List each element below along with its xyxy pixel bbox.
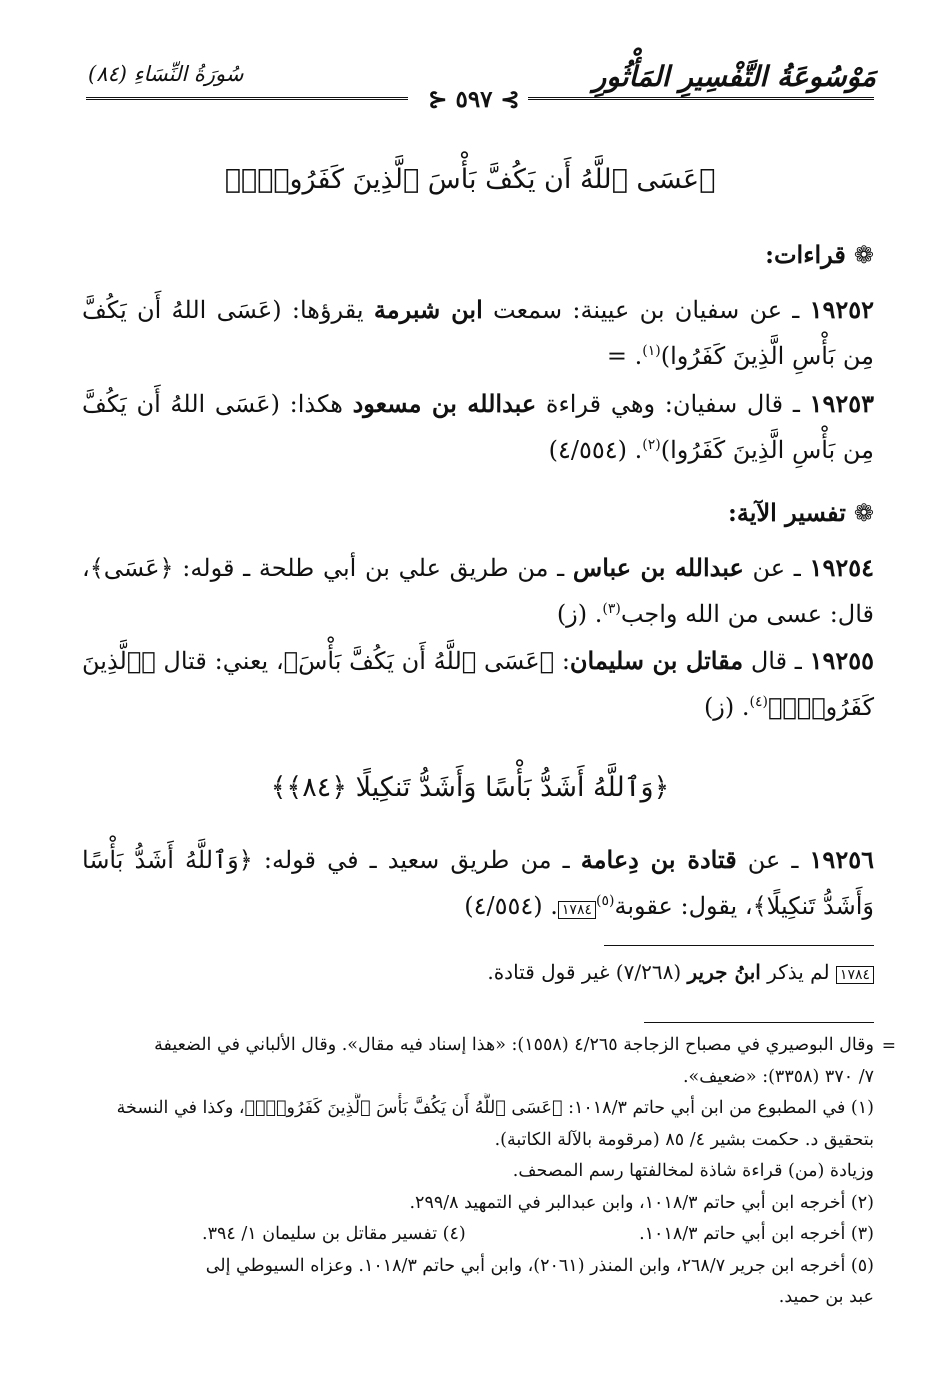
narration-text: ـ عن: [736, 846, 810, 874]
commentary-ref-box: ١٧٨٤: [558, 901, 596, 919]
page-ornament-left: ⊰: [428, 86, 448, 113]
section-title: تفسير الآية:: [728, 498, 846, 527]
footnote-ref: (٣): [602, 601, 621, 617]
narration-text: ـ من طريق سعيد ـ في قوله: ﴿وَٱللَّهُ أَشَدُّ بَأْسًا وَأَشَدُّ تَنكِيلًا﴾، يقول: عقوبة: [82, 846, 874, 920]
footnote-1: (١) في المطبوع من ابن أبي حاتم ١٠١٨/٣: ﴿عَسَى ٱللَّهُ أَن يَكُفَّ بَأْسَ ٱلَّذِينَ كَفَرُوا۟ۚ﴾، وكذا في النسخة: [116, 1098, 874, 1118]
quran-verse-heading: ﴿وَٱللَّهُ أَشَدُّ بَأْسًا وَأَشَدُّ تَنكِيلًا ﴿٨٤﴾﴾: [270, 772, 670, 803]
narration-number: ١٩٢٥٣: [809, 389, 874, 418]
flower-ornament-icon: ❁: [853, 241, 874, 269]
section-title: قراءات:: [765, 240, 846, 269]
footnote-3: (٣) أخرجه ابن أبي حاتم ١٠١٨/٣.: [639, 1224, 874, 1244]
narration-text: . =: [606, 342, 643, 370]
narration-text: هكذا: (عَسَى اللهُ أَن يَكُفَّ مِن بَأْسِ الَّذِينَ كَفَرُوا): [82, 390, 874, 464]
commentary-note: ١٧٨٤ لم يذكر ابنُ جرير (٧/٢٦٨) غير قول قتادة.: [487, 960, 874, 984]
footnote-separator: [644, 1022, 874, 1023]
narration-text: ـ عن سفيان بن عيينة: سمعت: [482, 296, 810, 324]
footnote-5-cont: عبد بن حميد.: [778, 1287, 874, 1307]
narrator-name: ابن شبرمة: [373, 295, 483, 324]
narrator-name: مقاتل بن سليمان: [569, 646, 744, 675]
header-rule-right: [528, 97, 874, 100]
narration-19256: [82, 837, 874, 929]
footnote-4: (٤) تفسير مقاتل بن سليمان ١/ ٣٩٤.: [202, 1224, 466, 1244]
footnote-1-cont: بتحقيق د. حكمت بشير ٤/ ٨٥ (مرقومة بالآلة الكاتبة).: [494, 1129, 874, 1150]
narration-19253: [82, 381, 874, 473]
narration-number: ١٩٢٥٢: [809, 295, 875, 324]
continuation-marker: =: [881, 1036, 896, 1056]
footnote-2: (٢) أخرجه ابن أبي حاتم ١٠١٨/٣، وابن عبدالبر في التمهيد ٢٩٩/٨.: [409, 1192, 874, 1213]
quran-verse-heading: ﴿عَسَى ٱللَّهُ أَن يَكُفَّ بَأْسَ ٱلَّذِينَ كَفَرُوا۟ۚ﴾: [224, 164, 716, 195]
commentary-separator: [604, 945, 874, 946]
footnote-row: [82, 1219, 874, 1251]
scholar-name: ابنُ جرير: [687, 960, 761, 984]
narration-text: يقرؤها: (عَسَى اللهُ أَن يَكُفَّ مِن بَأْسِ الَّذِينَ كَفَرُوا): [82, 296, 874, 370]
narration-19252: [82, 287, 874, 379]
section-heading-readings: [765, 240, 874, 269]
narrator-name: عبدالله بن عباس: [572, 553, 744, 582]
flower-ornament-icon: ❁: [853, 499, 874, 527]
narration-text: ـ من طريق علي بن أبي طلحة ـ قوله: ﴿عَسَى﴾، قال: عسى من الله واجب: [82, 554, 874, 628]
commentary-number-box: ١٧٨٤: [836, 966, 874, 984]
narration-number: ١٩٢٥٥: [809, 646, 875, 675]
footnote-ref: (٤): [749, 694, 768, 710]
narration-text: ـ قال: [743, 647, 810, 675]
footnote-ref: (٥): [595, 893, 615, 909]
narration-text: . (٤/٥٥٤): [548, 436, 643, 464]
page-number-block: [416, 86, 532, 113]
footnote-1-cont: وزيادة (من) قراءة شاذة لمخالفتها رسم المصحف.: [512, 1161, 874, 1181]
section-heading-tafsir: [728, 498, 874, 527]
footnote-ref: (١): [642, 343, 661, 359]
narrator-name: عبدالله بن مسعود: [352, 389, 537, 418]
footnote-continued: وقال البوصيري في مصباح الزجاجة ٤/٢٦٥ (١٥٥٨): «هذا إسناد فيه مقال». وقال الألباني في الضعيفة: [154, 1035, 874, 1055]
page-ornament-right: ⊱: [500, 86, 520, 113]
narrator-name: قتادة بن دِعامة: [580, 845, 737, 874]
footnote-continued: ٧/ ٣٧٠ (٣٣٥٨): «ضعيف».: [682, 1066, 874, 1087]
header-rule-left: [86, 97, 408, 100]
narration-number: ١٩٢٥٤: [809, 553, 874, 582]
narration-text: . (ز): [703, 693, 750, 721]
footnote-ref: (٢): [642, 437, 661, 453]
narration-19254: [82, 545, 874, 637]
page-number: ٥٩٧: [455, 86, 493, 113]
surah-header: سُورَةُ النِّسَاءِ (٨٤): [88, 62, 244, 86]
narration-text: ـ قال سفيان: وهي قراءة: [536, 390, 810, 418]
footnotes: [82, 1030, 874, 1314]
narration-19255: [82, 638, 874, 730]
footnote-5: (٥) أخرجه ابن جرير ٢٦٨/٧، وابن المنذر (٢٠٦١)، وابن أبي حاتم ١٠١٨/٣. وعزاه السيوطي إلى: [205, 1255, 874, 1276]
narration-text: . (٤/٥٥٤): [464, 892, 558, 920]
narration-text: : ﴿عَسَى ٱللَّهُ أَن يَكُفَّ بَأْسَ﴾، يعني: قتال ﴿ٱلَّذِينَ كَفَرُوا۟ۚ﴾: [82, 647, 874, 721]
narration-text: ـ عن: [743, 554, 810, 582]
narration-text: . (ز): [556, 600, 603, 628]
narration-number: ١٩٢٥٦: [809, 845, 874, 874]
book-title: مَوْسُوعَةُ التَّفْسِيرِ المَأْثُورِ: [592, 60, 876, 93]
